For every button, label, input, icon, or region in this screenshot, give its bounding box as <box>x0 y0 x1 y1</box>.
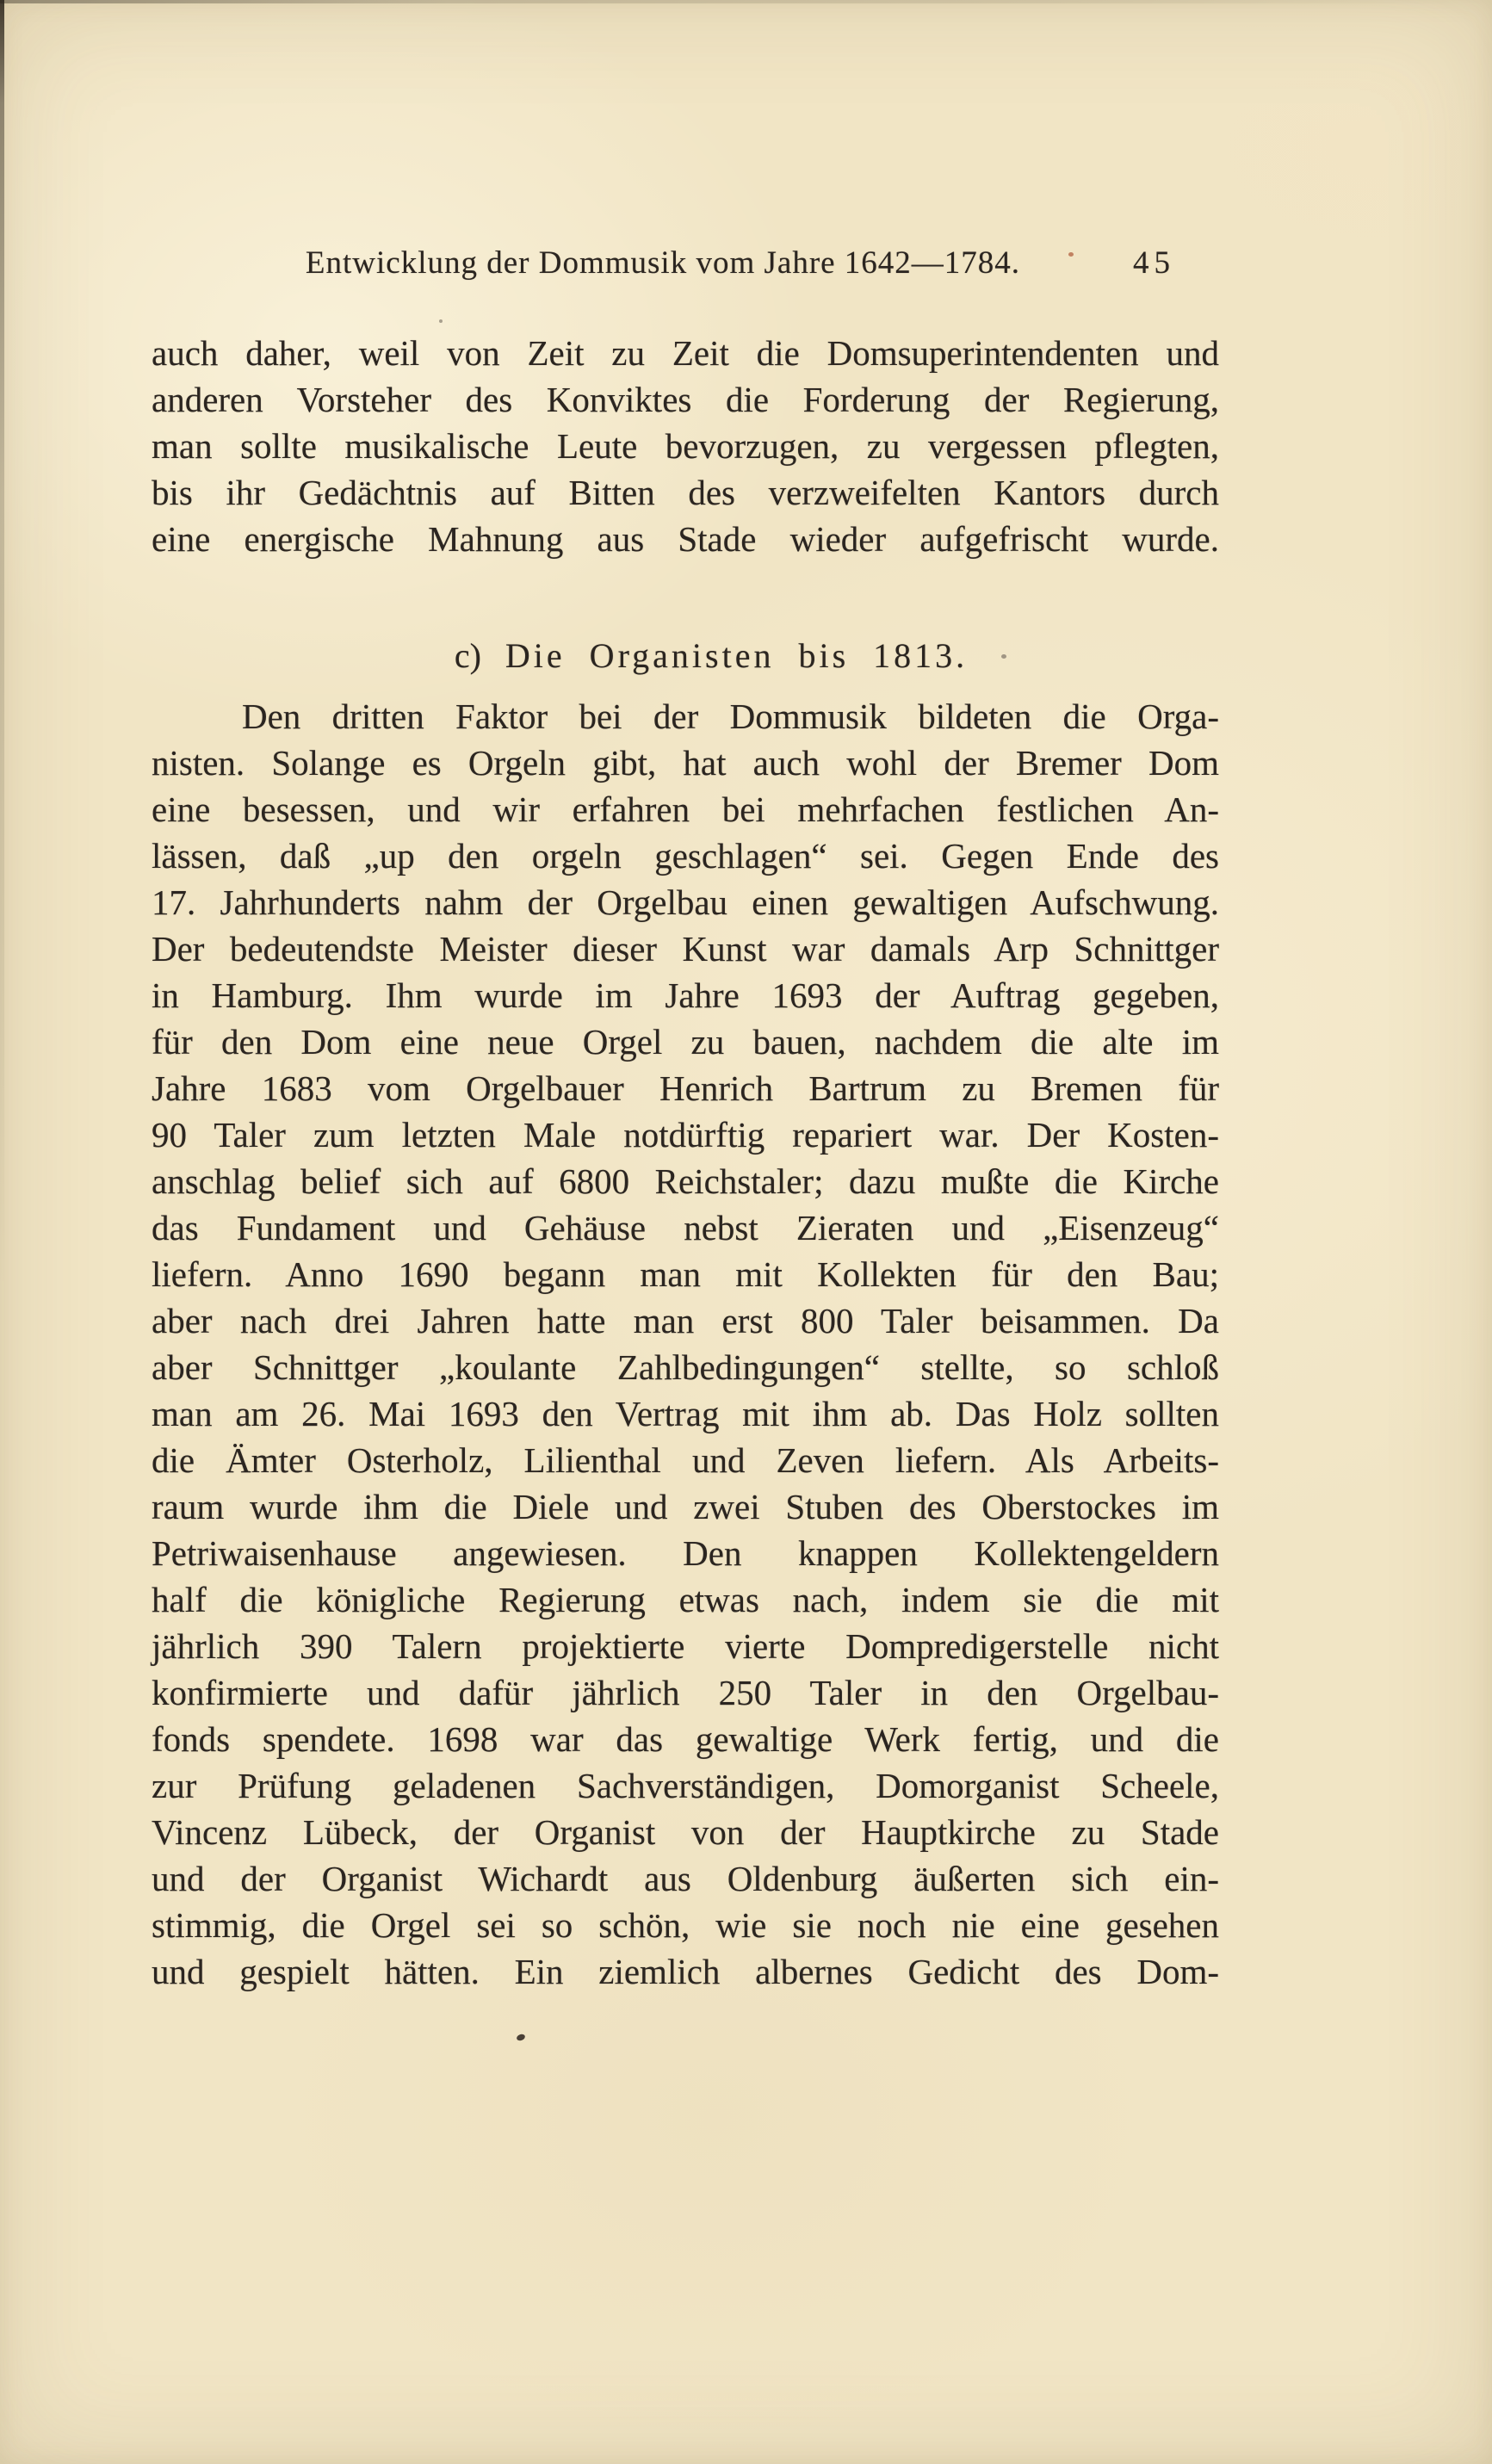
text-line: aber nach drei Jahren hatte man erst 800 Taler beisammen. Da <box>152 1301 1219 1340</box>
ink-speck <box>1001 654 1006 659</box>
text-line: das Fundament und Gehäuse nebst Zieraten und „Eisenzeug“ <box>152 1208 1219 1247</box>
text-line: 90 Taler zum letzten Male notdürftig repariert war. Der Kosten- <box>152 1115 1219 1155</box>
text-line: fonds spendete. 1698 war das gewaltige Werk fertig, und die <box>152 1719 1219 1759</box>
ink-speck <box>516 2034 526 2042</box>
text-line: Der bedeutendste Meister dieser Kunst war damals Arp Schnittger <box>152 929 1219 969</box>
text-line: liefern. Anno 1690 begann man mit Kollekten für den Bau; <box>152 1254 1219 1294</box>
paragraph-organists <box>152 693 1219 1995</box>
text-line: nisten. Solange es Orgeln gibt, hat auch wohl der Bremer Dom <box>152 743 1219 783</box>
text-line: in Hamburg. Ihm wurde im Jahre 1693 der Auftrag gegeben, <box>152 975 1219 1015</box>
section-heading-label: c) <box>454 636 481 675</box>
text-line: man am 26. Mai 1693 den Vertrag mit ihm ab. Das Holz sollten <box>152 1394 1219 1433</box>
page-number: 45 <box>1133 245 1175 281</box>
text-line: Den dritten Faktor bei der Dommusik bildeten die Orga- <box>242 696 1219 736</box>
text-line: half die königliche Regierung etwas nach, indem sie die mit <box>152 1580 1219 1619</box>
text-line: Petriwaisenhause angewiesen. Den knappen Kollektengeldern <box>152 1533 1219 1573</box>
text-line: 17. Jahrhunderts nahm der Orgelbau einen gewaltigen Aufschwung. <box>152 882 1219 922</box>
text-line: und gespielt hätten. Ein ziemlich albernes Gedicht des Dom- <box>152 1952 1219 1991</box>
text-line: für den Dom eine neue Orgel zu bauen, nachdem die alte im <box>152 1022 1219 1062</box>
text-line: die Ämter Osterholz, Lilienthal und Zeven liefern. Als Arbeits- <box>152 1440 1219 1480</box>
ink-speck <box>1068 252 1074 257</box>
section-heading-title: Die Organisten bis 1813. <box>505 636 969 675</box>
ink-speck <box>439 319 443 323</box>
text-line: konfirmierte und dafür jährlich 250 Taler in den Orgelbau- <box>152 1673 1219 1712</box>
text-line: stimmig, die Orgel sei so schön, wie sie noch nie eine gesehen <box>152 1905 1219 1945</box>
text-line: jährlich 390 Talern projektierte vierte Dompredigerstelle nicht <box>152 1626 1219 1666</box>
scan-edge-shadow-left <box>0 0 4 1291</box>
section-heading <box>152 633 1219 679</box>
text-line: man sollte musikalische Leute bevorzugen, zu vergessen pflegten, <box>152 426 1219 466</box>
text-line: Jahre 1683 vom Orgelbauer Henrich Bartrum zu Bremen für <box>152 1068 1219 1108</box>
text-line: zur Prüfung geladenen Sachverständigen, Domorganist Scheele, <box>152 1766 1219 1805</box>
text-line: anschlag belief sich auf 6800 Reichstaler; dazu mußte die Kirche <box>152 1161 1219 1201</box>
text-line: raum wurde ihm die Diele und zwei Stuben des Oberstockes im <box>152 1487 1219 1526</box>
text-line: eine energische Mahnung aus Stade wieder aufgefrischt wurde. <box>152 519 1219 559</box>
text-line: auch daher, weil von Zeit zu Zeit die Domsuperintendenten und <box>152 333 1219 373</box>
text-line: Vincenz Lübeck, der Organist von der Hauptkirche zu Stade <box>152 1812 1219 1852</box>
text-line: aber Schnittger „koulante Zahlbedingungen“ stellte, so schloß <box>152 1347 1219 1387</box>
text-line: bis ihr Gedächtnis auf Bitten des verzweifelten Kantors durch <box>152 473 1219 512</box>
paragraph-continuation <box>152 330 1219 562</box>
scan-edge-shadow-top <box>0 0 1492 3</box>
text-line: anderen Vorsteher des Konviktes die Forderung der Regierung, <box>152 380 1219 419</box>
text-line: lässen, daß „up den orgeln geschlagen“ sei. Gegen Ende des <box>152 836 1219 876</box>
text-line: eine besessen, und wir erfahren bei mehrfachen festlichen An- <box>152 789 1219 829</box>
running-head-title: Entwicklung der Dommusik vom Jahre 1642—1784. <box>305 245 1021 281</box>
text-line: und der Organist Wichardt aus Oldenburg äußerten sich ein- <box>152 1859 1219 1898</box>
